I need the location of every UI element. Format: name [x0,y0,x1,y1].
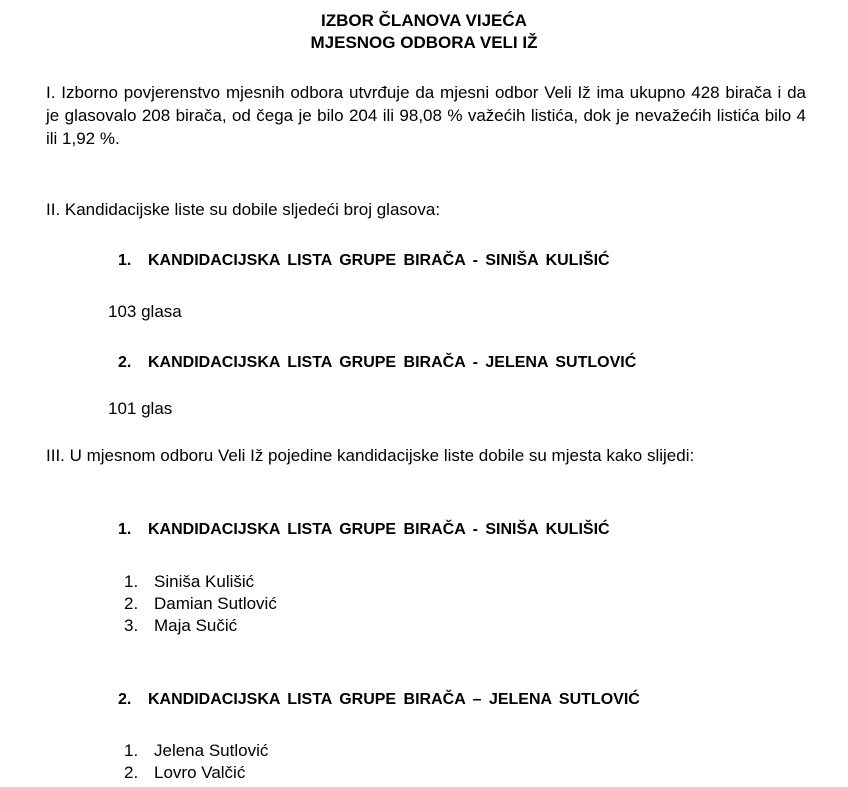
section-3-list-2-members [124,740,268,784]
section-3-list-2-heading [118,689,818,711]
section-2-list-1-heading [118,250,818,272]
list-number: 1. [118,521,132,538]
list-name: KANDIDACIJSKA LISTA GRUPE BIRAČA - SINIŠA KULIŠIĆ [148,521,610,538]
list-number: 2. [118,354,132,371]
section-2-list-1-votes: 103 glasa [108,302,182,321]
member-name: Lovro Valčić [154,763,246,782]
member-name: Maja Sučić [154,616,238,635]
section-2-list-2-votes: 101 glas [108,399,173,418]
member-name: Jelena Sutlović [154,741,269,760]
member-name: Siniša Kulišić [154,572,255,591]
member-item: 1. Jelena Sutlović [124,741,269,760]
section-3-list-1-members [124,571,277,637]
list-name: KANDIDACIJSKA LISTA GRUPE BIRAČA - JELENA SUTLOVIĆ [148,354,637,371]
member-item: 2. Damian Sutlović [124,594,277,613]
list-name: KANDIDACIJSKA LISTA GRUPE BIRAČA - SINIŠA KULIŠIĆ [148,252,610,269]
list-name: KANDIDACIJSKA LISTA GRUPE BIRAČA – JELENA SUTLOVIĆ [148,691,640,708]
member-item: 2. Lovro Valčić [124,763,246,782]
section-1-paragraph: I. Izborno povjerenstvo mjesnih odbora utvrđuje da mjesni odbor Veli Iž ima ukupno 428 birača i da je glasovalo 208 birača, od čega je bilo 204 ili 98,08 % važećih listića, dok je nevažećih listića bilo 4 ili 1,92 %. [46,83,806,148]
list-number: 1. [118,252,132,269]
document-title-line-2: MJESNOG ODBORA VELI IŽ [310,33,538,52]
section-3-list-1-heading [118,519,818,541]
section-2-intro: II. Kandidacijske liste su dobile sljedeći broj glasova: [46,200,441,219]
member-item: 3. Maja Sučić [124,616,238,635]
member-item: 1. Siniša Kulišić [124,572,255,591]
section-2-list-2-heading [118,352,818,374]
document-title-line-1: IZBOR ČLANOVA VIJEĆA [321,11,527,30]
list-number: 2. [118,691,132,708]
member-name: Damian Sutlović [154,594,277,613]
section-3-intro: III. U mjesnom odboru Veli Iž pojedine kandidacijske liste dobile su mjesta kako slijedi: [46,446,695,465]
